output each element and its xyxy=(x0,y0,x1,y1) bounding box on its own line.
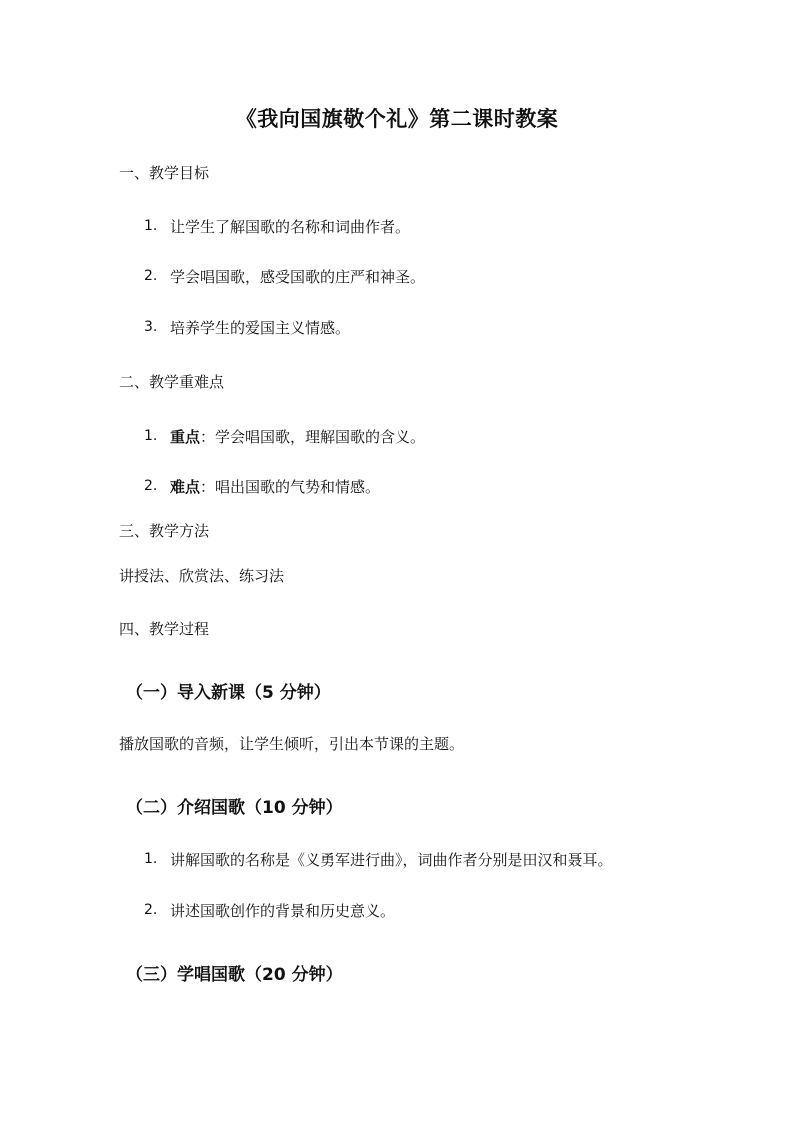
list-number: 1. xyxy=(144,851,158,867)
paragraph: 播放国歌的音频，让学生倾听，引出本节课的主题。 xyxy=(119,735,465,753)
paragraph: 讲授法、欣赏法、练习法 xyxy=(119,567,285,585)
list-number: 2. xyxy=(144,478,158,494)
list-item: 讲解国歌的名称是《义勇军进行曲》，词曲作者分别是田汉和聂耳。 xyxy=(170,851,613,869)
list-item: 让学生了解国歌的名称和词曲作者。 xyxy=(170,218,411,236)
section-heading-key-points: 二、教学重难点 xyxy=(119,373,225,391)
document-title: 《我向国旗敬个礼》第二课时教案 xyxy=(235,107,559,131)
item-label: 重点 xyxy=(170,428,201,446)
section-heading-teaching-process: 四、教学过程 xyxy=(119,620,210,638)
list-item xyxy=(170,476,380,497)
list-item: 培养学生的爱国主义情感。 xyxy=(170,319,351,337)
section-heading-teaching-goals: 一、教学目标 xyxy=(119,164,210,182)
subsection-heading: （一）导入新课（5 分钟） xyxy=(126,683,331,703)
subsection-heading: （三）学唱国歌（20 分钟） xyxy=(126,965,343,985)
list-item: 讲述国歌创作的背景和历史意义。 xyxy=(170,902,396,920)
item-text: ：唱出国歌的气势和情感。 xyxy=(200,478,381,496)
list-item xyxy=(170,426,425,447)
subsection-heading: （二）介绍国歌（10 分钟） xyxy=(126,798,343,818)
list-number: 3. xyxy=(144,319,158,335)
item-text: ：学会唱国歌，理解国歌的含义。 xyxy=(200,428,426,446)
list-number: 1. xyxy=(144,218,158,234)
list-number: 2. xyxy=(144,268,158,284)
list-number: 1. xyxy=(144,428,158,444)
list-item: 学会唱国歌，感受国歌的庄严和神圣。 xyxy=(170,268,426,286)
item-label: 难点 xyxy=(170,478,201,496)
list-number: 2. xyxy=(144,902,158,918)
section-heading-teaching-methods: 三、教学方法 xyxy=(119,522,210,540)
